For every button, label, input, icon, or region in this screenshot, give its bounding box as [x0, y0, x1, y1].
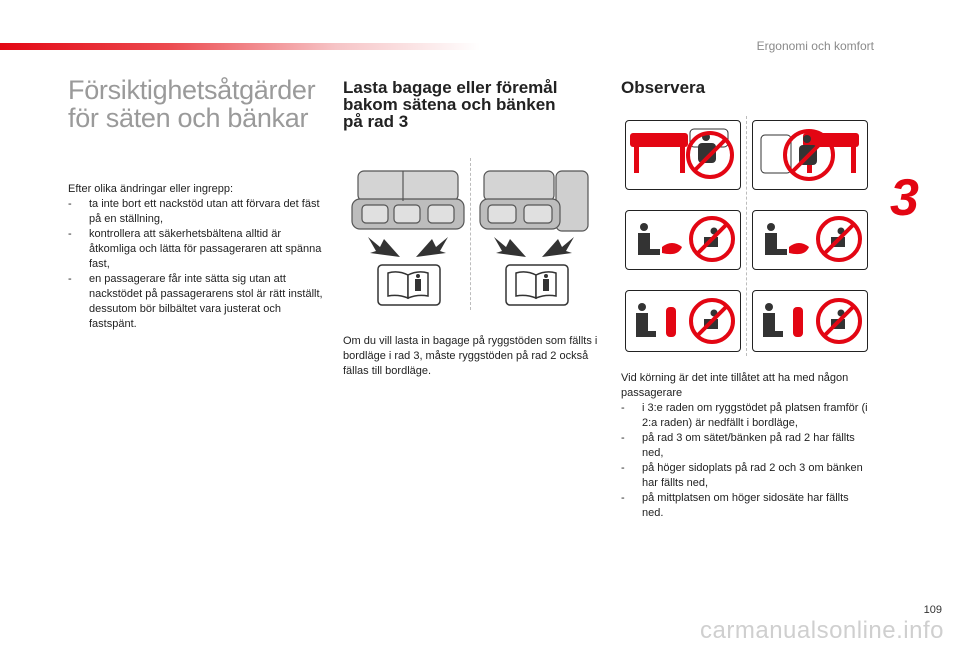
left-intro: Efter olika ändringar eller ingrepp: — [68, 183, 234, 195]
page-title — [68, 76, 338, 132]
panel-side-seat-2 — [752, 290, 868, 352]
header-accent-bar — [0, 43, 480, 50]
list-item: - i 3:e raden om ryggstödet på platsen framför (i 2:a raden) är nedfällt i bordläge, — [621, 401, 873, 431]
left-list — [68, 197, 324, 332]
passenger-icon — [765, 223, 787, 255]
observe-heading: Observera — [621, 78, 706, 97]
watermark: carmanualsonline.info — [700, 617, 944, 644]
left-body — [68, 182, 324, 332]
book-info-icon — [506, 265, 568, 305]
passenger-icon — [638, 223, 660, 255]
page-number: 109 — [923, 604, 942, 616]
list-item: - på höger sidoplats på rad 2 och 3 om bänken har fällts ned, — [621, 461, 873, 491]
arrow-icon — [368, 237, 574, 257]
list-item: - på rad 3 om sätet/bänken på rad 2 har fällts ned, — [621, 431, 873, 461]
panel-side-seat — [625, 290, 741, 352]
page-title-line2: för säten och bänkar — [68, 103, 309, 133]
panel-seat-tables — [625, 120, 741, 190]
folded-seat-left — [352, 171, 464, 229]
luggage-heading-line3: på rad 3 — [343, 112, 409, 131]
folded-seat-right — [480, 171, 588, 231]
list-item: - ta inte bort ett nackstöd utan att förvara det fäst på en ställning, — [68, 197, 324, 227]
chapter-number: 3 — [890, 169, 919, 227]
observe-list — [621, 401, 873, 521]
passenger-icon — [763, 303, 783, 337]
book-info-icon — [378, 265, 440, 305]
observe-intro: Vid körning är det inte tillåtet att ha med någon passagerare — [621, 372, 849, 399]
luggage-heading-line2: bakom sätena och bänken — [343, 95, 556, 114]
list-item: - på mittplatsen om höger sidosäte har fällts ned. — [621, 491, 873, 521]
panel-seat-tables-2 — [752, 120, 868, 190]
list-item: - en passagerare får inte sätta sig utan att nackstödet på passagerarens stol är rätt inställt, dessutom bör bilbältet vara justerat och fastspänt. — [68, 272, 324, 332]
section-title: Ergonomi och komfort — [756, 39, 874, 53]
luggage-body: Om du vill lasta in bagage på ryggstöden som fällts i bordläge i rad 3, måste ryggstöden på rad 2 också fällas till bordläge. — [343, 335, 598, 377]
divider-dashed — [746, 116, 747, 356]
passenger-icon — [636, 303, 656, 337]
panel-folded-bench — [625, 210, 741, 270]
observe-body — [621, 371, 873, 521]
luggage-heading-line1: Lasta bagage eller föremål — [343, 78, 558, 97]
list-item: - kontrollera att säkerhetsbältena alltid är åtkomliga och lätta för passageraren att spänna fast, — [68, 227, 324, 272]
panel-folded-bench-2 — [752, 210, 868, 270]
seat-luggage-illustration — [348, 165, 596, 313]
page-title-line1: Försiktighetsåtgärder — [68, 75, 316, 105]
luggage-heading — [343, 79, 603, 130]
